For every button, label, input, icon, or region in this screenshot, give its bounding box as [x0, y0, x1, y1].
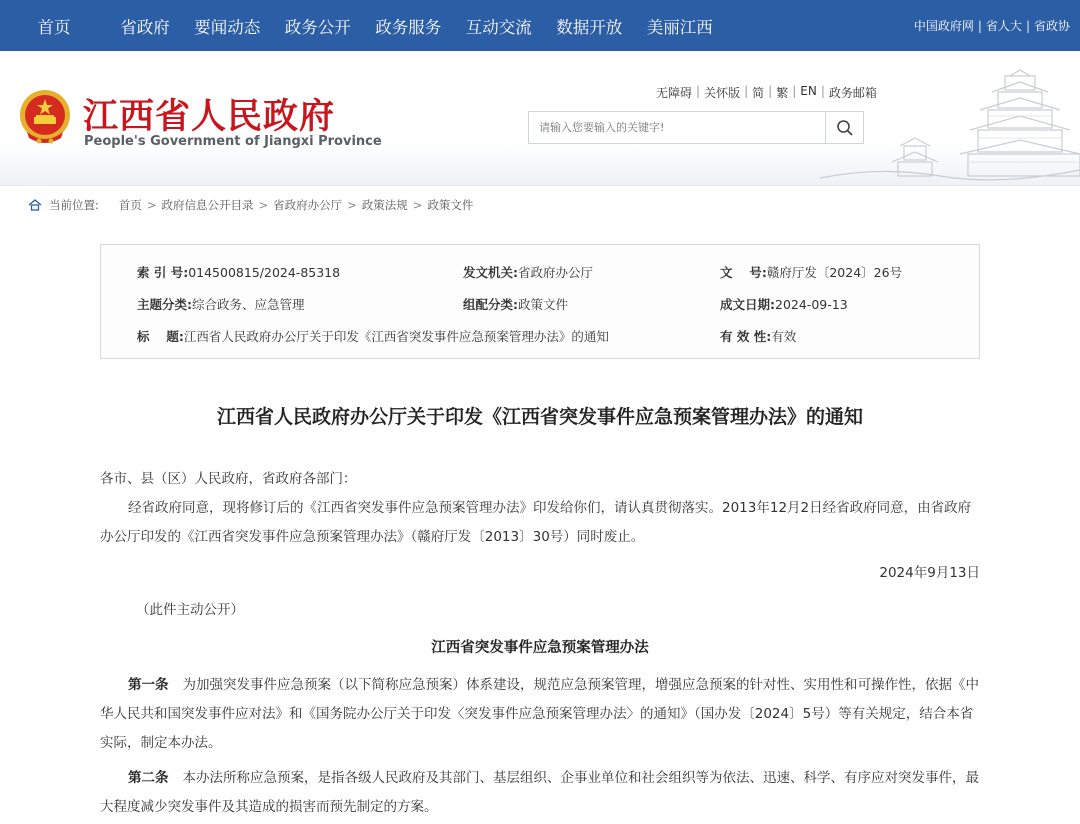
- site-header: [0, 51, 1080, 186]
- link-provincial-cppcc[interactable]: 省政协: [1033, 19, 1070, 33]
- chevron-right-icon: >: [412, 198, 423, 212]
- divider: |: [696, 84, 701, 98]
- meta-index: 索 引 号:014500815/2024-85318: [137, 265, 341, 280]
- article-1-text: 为加强突发事件应急预案（以下简称应急预案）体系建设，规范应急预案管理，增强应急预案的针对性、实用性和可操作性，依据《中华人民共和国突发事件应对法》和《国务院办公厅关于印发〈突发事件应急预案管理办法〉的通知》（国办发〔2024〕5号）等有关规定，结合本省实际，制定本办法。: [100, 677, 979, 751]
- home-icon: [28, 199, 42, 211]
- article-2-label: 第二条: [128, 770, 169, 786]
- external-links: [914, 17, 1070, 34]
- nav-item-news[interactable]: 要闻动态: [194, 17, 261, 37]
- search-box: [528, 111, 864, 144]
- divider: |: [977, 18, 982, 33]
- breadcrumb-info-catalog[interactable]: 政府信息公开目录: [161, 198, 254, 212]
- meta-category: 组配分类:政策文件: [463, 297, 569, 312]
- link-traditional[interactable]: 繁: [776, 86, 789, 100]
- regulation-title: 江西省突发事件应急预案管理办法: [431, 640, 649, 656]
- article-body: [100, 380, 980, 822]
- article-title: 江西省人民政府办公厅关于印发《江西省突发事件应急预案管理办法》的通知: [216, 406, 863, 428]
- paragraph: 经省政府同意，现将修订后的《江西省突发事件应急预案管理办法》印发给你们，请认真贯彻落实。2013年12月2日经省政府同意，由省政府办公厅印发的《江西省突发事件应急预案管理办法》（赣府厅发〔2013〕30号）同时废止。: [100, 500, 972, 545]
- link-china-gov[interactable]: 中国政府网: [913, 19, 974, 33]
- nav-item-gov-service[interactable]: 政务服务: [375, 17, 442, 37]
- search-input[interactable]: [529, 112, 825, 143]
- breadcrumb: [0, 186, 1080, 224]
- divider: |: [820, 84, 825, 98]
- meta-validity: 有 效 性:有效: [720, 329, 797, 344]
- link-simplified[interactable]: 简: [752, 86, 765, 100]
- divider: |: [744, 84, 749, 98]
- breadcrumb-policy-docs[interactable]: 政策文件: [427, 198, 474, 212]
- meta-doc-number: 文 号:赣府厅发〔2024〕26号: [720, 265, 903, 280]
- link-english[interactable]: EN: [800, 84, 817, 98]
- national-emblem-icon: [17, 88, 73, 148]
- breadcrumb-policies[interactable]: 政策法规: [361, 198, 408, 212]
- chevron-right-icon: >: [347, 198, 357, 212]
- article-2: [100, 764, 980, 822]
- divider: |: [768, 84, 773, 98]
- public-note: （此件主动公开）: [136, 602, 244, 618]
- nav-item-gov-open[interactable]: 政务公开: [284, 17, 351, 37]
- nav-item-province-gov[interactable]: 省政府: [120, 17, 170, 37]
- nav-item-home[interactable]: 首页: [37, 17, 71, 37]
- nav-item-open-data[interactable]: 数据开放: [556, 17, 623, 37]
- salutation: 各市、县（区）人民政府，省政府各部门：: [100, 471, 357, 487]
- meta-title: 标 题:江西省人民政府办公厅关于印发《江西省突发事件应急预案管理办法》的通知: [137, 329, 609, 344]
- issue-date: 2024年9月13日: [879, 565, 980, 581]
- document-metadata: [100, 244, 980, 359]
- meta-issuer: 发文机关:省政府办公厅: [463, 265, 594, 280]
- breadcrumb-label: 当前位置:: [49, 198, 99, 212]
- link-accessibility[interactable]: 无障碍: [656, 86, 693, 100]
- nav-item-beautiful-jiangxi[interactable]: 美丽江西: [646, 17, 713, 37]
- site-subtitle: People's Government of Jiangxi Province: [84, 134, 382, 149]
- article-2-text: 本办法所称应急预案，是指各级人民政府及其部门、基层组织、企事业单位和社会组织等为依法、迅速、科学、有序应对突发事件，最大程度减少突发事件及其造成的损害而预先制定的方案。: [100, 770, 979, 815]
- meta-topic: 主题分类:综合政务、应急管理: [137, 297, 305, 312]
- main-menu: [0, 0, 725, 51]
- article-1: [100, 671, 980, 758]
- divider: |: [792, 84, 797, 98]
- link-care-mode[interactable]: 关怀版: [704, 86, 741, 100]
- breadcrumb-home[interactable]: 首页: [118, 198, 142, 212]
- link-provincial-congress[interactable]: 省人大: [985, 19, 1022, 33]
- nav-item-interaction[interactable]: 互动交流: [465, 17, 532, 37]
- chevron-right-icon: >: [258, 198, 269, 212]
- top-nav: [0, 0, 1080, 51]
- divider: |: [1025, 18, 1030, 33]
- link-gov-mail[interactable]: 政务邮箱: [828, 86, 877, 100]
- breadcrumb-general-office[interactable]: 省政府办公厅: [273, 198, 343, 212]
- chevron-right-icon: >: [146, 198, 157, 212]
- pagoda-illustration: [820, 66, 1080, 186]
- article-1-label: 第一条: [128, 677, 169, 693]
- meta-date: 成文日期:2024-09-13: [720, 297, 848, 312]
- site-title[interactable]: 江西省人民政府: [83, 96, 336, 137]
